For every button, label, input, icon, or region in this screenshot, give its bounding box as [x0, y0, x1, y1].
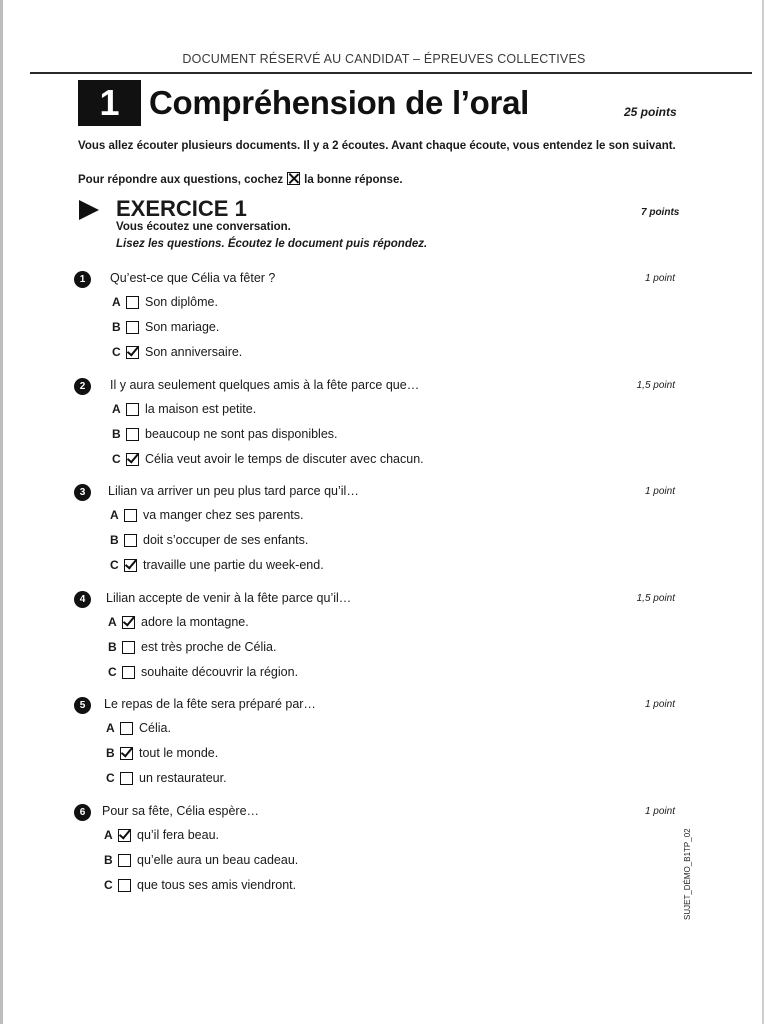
option-letter: A [110, 508, 119, 522]
checked-checkbox[interactable] [118, 829, 131, 842]
page-edge-right [762, 0, 764, 1024]
checked-checkbox[interactable] [122, 616, 135, 629]
option-text: que tous ses amis viendront. [137, 878, 297, 892]
option-text: beaucoup ne sont pas disponibles. [145, 427, 338, 441]
intro-answer-text-after: la bonne réponse. [304, 174, 403, 186]
option-text: Célia. [139, 721, 171, 735]
question-points: 1 point [644, 699, 675, 710]
option-letter: A [112, 402, 121, 416]
checkbox[interactable] [118, 879, 131, 892]
header-rule [30, 72, 752, 74]
section-number: 1 [78, 80, 141, 126]
option-text: doit s’occuper de ses enfants. [143, 533, 309, 547]
checkbox[interactable] [126, 321, 139, 334]
question-number: 6 [74, 804, 91, 821]
question-points: 1,5 point [636, 593, 675, 604]
option-letter: A [106, 721, 115, 735]
question-text: Qu’est-ce que Célia va fêter ? [110, 271, 276, 285]
intro-answer-text-before: Pour répondre aux questions, cochez [78, 174, 284, 186]
exercise-arrow-icon [79, 200, 99, 220]
checkbox[interactable] [122, 666, 135, 679]
question-text: Il y aura seulement quelques amis à la fête parce que… [110, 378, 420, 392]
question-text: Lilian va arriver un peu plus tard parce qu’il… [108, 484, 359, 498]
answer-option[interactable] [112, 425, 338, 443]
option-letter: B [104, 853, 113, 867]
answer-option[interactable] [104, 851, 298, 869]
option-text: Son anniversaire. [145, 345, 243, 359]
answer-option[interactable] [112, 318, 219, 336]
question-number: 2 [74, 378, 91, 395]
checkbox[interactable] [120, 772, 133, 785]
document-code: SUJET_DÉMO_B1TP_02 [683, 828, 692, 920]
question-text: Lilian accepte de venir à la fête parce qu’il… [106, 591, 352, 605]
option-text: Célia veut avoir le temps de discuter avec chacun. [145, 452, 424, 466]
exercise-points: 7 points [641, 207, 680, 218]
crossed-box-icon [287, 172, 300, 185]
option-letter: B [108, 640, 117, 654]
checkbox[interactable] [126, 428, 139, 441]
question-text: Le repas de la fête sera préparé par… [104, 697, 316, 711]
question-points: 1 point [644, 806, 675, 817]
document-header: DOCUMENT RÉSERVÉ AU CANDIDAT – ÉPREUVES COLLECTIVES [182, 52, 586, 66]
option-text: la maison est petite. [145, 402, 257, 416]
option-text: qu’elle aura un beau cadeau. [137, 853, 299, 867]
intro-instructions: Vous allez écouter plusieurs documents. Il y a 2 écoutes. Avant chaque écoute, vous entendez le son suivant. [78, 140, 676, 152]
option-text: qu’il fera beau. [137, 828, 220, 842]
option-text: souhaite découvrir la région. [141, 665, 299, 679]
answer-option[interactable] [110, 556, 324, 574]
option-letter: C [104, 878, 113, 892]
option-text: adore la montagne. [141, 615, 249, 629]
answer-option[interactable] [112, 343, 242, 361]
option-text: Son mariage. [145, 320, 220, 334]
answer-option[interactable] [108, 663, 298, 681]
checkbox[interactable] [126, 403, 139, 416]
answer-option[interactable] [110, 506, 304, 524]
answer-option[interactable] [112, 293, 218, 311]
answer-option[interactable] [112, 400, 256, 418]
option-text: tout le monde. [139, 746, 219, 760]
page-edge-left [0, 0, 3, 1024]
option-letter: B [112, 320, 121, 334]
checked-checkbox[interactable] [126, 346, 139, 359]
answer-option[interactable] [106, 769, 227, 787]
question-number: 1 [74, 271, 91, 288]
question-text: Pour sa fête, Célia espère… [102, 804, 260, 818]
option-letter: C [112, 452, 121, 466]
section-points: 25 points [624, 105, 677, 119]
question-number: 5 [74, 697, 91, 714]
answer-option[interactable] [106, 744, 218, 762]
option-letter: C [106, 771, 115, 785]
exercise-title: EXERCICE 1 [116, 196, 247, 221]
section-title-block [78, 80, 529, 126]
checkbox[interactable] [120, 722, 133, 735]
intro-answer-instructions [78, 172, 690, 188]
option-letter: C [108, 665, 117, 679]
question-points: 1,5 point [636, 380, 675, 391]
option-letter: A [108, 615, 117, 629]
option-letter: C [112, 345, 121, 359]
section-title: Compréhension de l’oral [149, 84, 529, 121]
checkbox[interactable] [124, 509, 137, 522]
question-points: 1 point [644, 486, 675, 497]
checkbox[interactable] [124, 534, 137, 547]
option-letter: B [106, 746, 115, 760]
checked-checkbox[interactable] [124, 559, 137, 572]
option-text: va manger chez ses parents. [143, 508, 304, 522]
answer-option[interactable] [104, 876, 296, 894]
question-points: 1 point [644, 273, 675, 284]
exercise-instruction: Lisez les questions. Écoutez le document puis répondez. [116, 238, 428, 250]
checkbox[interactable] [118, 854, 131, 867]
answer-option[interactable] [104, 826, 219, 844]
option-text: Son diplôme. [145, 295, 218, 309]
question-number: 4 [74, 591, 91, 608]
checked-checkbox[interactable] [126, 453, 139, 466]
answer-option[interactable] [110, 531, 308, 549]
option-letter: B [112, 427, 121, 441]
answer-option[interactable] [112, 450, 424, 468]
answer-option[interactable] [108, 613, 249, 631]
checked-checkbox[interactable] [120, 747, 133, 760]
question-number: 3 [74, 484, 91, 501]
option-letter: B [110, 533, 119, 547]
answer-option[interactable] [108, 638, 277, 656]
answer-option[interactable] [106, 719, 171, 737]
checkbox[interactable] [122, 641, 135, 654]
option-text: un restaurateur. [139, 771, 227, 785]
option-text: travaille une partie du week-end. [143, 558, 324, 572]
option-text: est très proche de Célia. [141, 640, 277, 654]
option-letter: A [104, 828, 113, 842]
exercise-instruction: Vous écoutez une conversation. [116, 221, 291, 233]
checkbox[interactable] [126, 296, 139, 309]
option-letter: A [112, 295, 121, 309]
option-letter: C [110, 558, 119, 572]
